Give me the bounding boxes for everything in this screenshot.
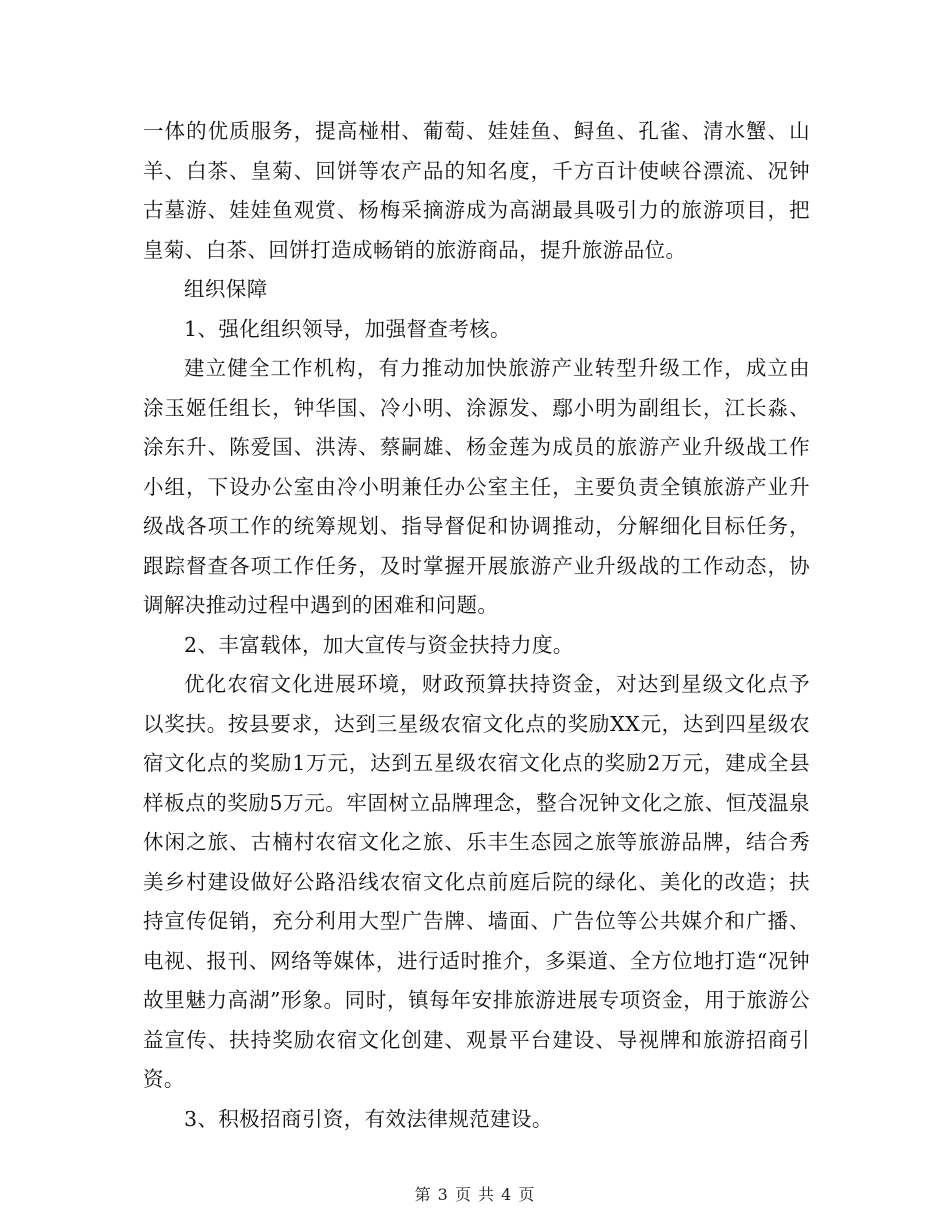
paragraph-working-group: 建立健全工作机构，有力推动加快旅游产业转型升级工作，成立由涂玉姬任组长，钟华国、冷小明、涂源发、鄢小明为副组长，江长淼、涂东升、陈爱国、洪涛、蔡嗣雄、杨金莲为成员的旅游产业升级战工作小组，下设办公室由冷小明兼任办公室主任，主要负责全镇旅游产业升级战各项工作的统筹规划、指导督促和协调推动，分解细化目标任务，跟踪督查各项工作任务，及时掌握开展旅游产业升级战的工作动态，协调解决推动过程中遇到的困难和问题。 <box>143 356 810 617</box>
subheading-publicity-funding: 2、丰富载体，加大宣传与资金扶持力度。 <box>184 632 574 657</box>
paragraph-rewards-branding: 优化农宿文化进展环境，财政预算扶持资金，对达到星级文化点予以奖扶。按县要求，达到三星级农宿文化点的奖励XX元，达到四星级农宿文化点的奖励1万元，达到五星级农宿文化点的奖励2万元，建成全县样板点的奖励5万元。牢固树立品牌理念，整合况钟文化之旅、恒茂温泉休闲之旅、古楠村农宿文化之旅、乐丰生态园之旅等旅游品牌，结合秀美乡村建设做好公路沿线农宿文化点前庭后院的绿化、美化的改造；扶持宣传促销，充分利用大型广告牌、墙面、广告位等公共媒介和广播、电视、报刊、网络等媒体，进行适时推介，多渠道、全方位地打造“况钟故里魅力高湖”形象。同时，镇每年安排旅游进展专项资金，用于旅游公益宣传、扶持奖励农宿文化创建、观景平台建设、导视牌和旅游招商引资。 <box>143 672 810 1091</box>
paragraph-services: 一体的优质服务，提高椪柑、葡萄、娃娃鱼、鲟鱼、孔雀、清水蟹、山羊、白茶、皇菊、回饼等农产品的知名度，千方百计使峡谷漂流、况钟古墓游、娃娃鱼观赏、杨梅采摘游成为高湖最具吸引力的旅游项目，把皇菊、白茶、回饼打造成畅销的旅游商品，提升旅游品位。 <box>143 119 810 262</box>
subheading-leadership: 1、强化组织领导，加强督查考核。 <box>184 316 511 341</box>
subheading-investment: 3、积极招商引资，有效法律规范建设。 <box>184 1106 553 1131</box>
document-body <box>143 112 810 1139</box>
section-heading-organization: 组织保障 <box>184 277 268 301</box>
page-number-footer: 第 3 页 共 4 页 <box>414 1185 536 1204</box>
